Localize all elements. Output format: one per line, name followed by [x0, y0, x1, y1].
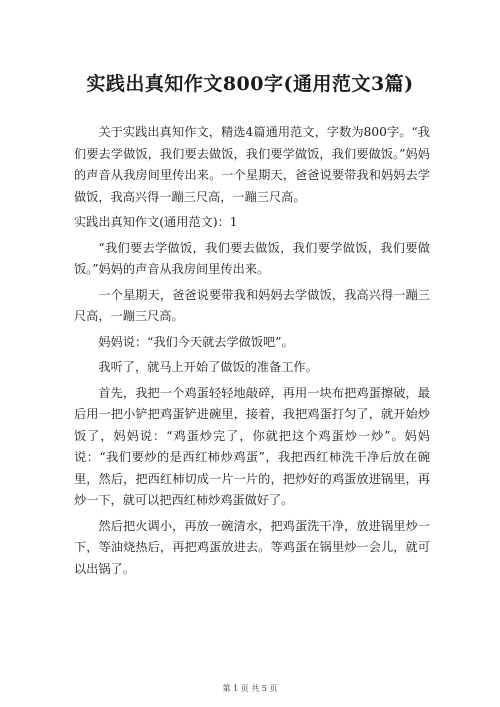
- paragraph: 一个星期天，爸爸说要带我和妈妈去学做饭，我高兴得一蹦三尺高，一蹦三尺高。: [74, 287, 430, 323]
- paragraph: 妈妈说：“我们今天就去学做饭吧”。: [98, 334, 294, 349]
- paragraph: 然后把火调小，再放一碗清水，把鸡蛋洗干净，放进锅里炒一下，等油烧热后，再把鸡蛋放进去。等鸡蛋在锅里炒一会儿，就可以出锅了。: [74, 518, 430, 576]
- section-heading: 实践出真知作文(通用范文)：1: [74, 215, 238, 229]
- paragraph: 首先，我把一个鸡蛋轻轻地敲碎，再用一块布把鸡蛋擦破，最后用一把小铲把鸡蛋铲进碗里，接着，我把鸡蛋打匀了，就开始炒饭了，妈妈说：“鸡蛋炒完了，你就把这个鸡蛋炒一炒”。妈妈说：“我们要炒的是西红柿炒鸡蛋”，我把西红柿洗干净后放在碗里，然后，把西红柿切成一片一片的，把炒好的鸡蛋放进锅里，再炒一下，就可以把西红柿炒鸡蛋做好了。: [74, 385, 430, 507]
- document-body: [74, 122, 430, 584]
- paragraph-intro: 关于实践出真知作文，精选4篇通用范文，字数为800字。“我们要去学做饭，我们要去做饭，我们要学做饭，我们要做饭。”妈妈的声音从我房间里传出来。一个星期天，爸爸说要带我和妈妈去学做饭，我高兴得一蹦三尺高，一蹦三尺高。: [74, 125, 430, 204]
- document-title: 实践出真知作文800字(通用范文3篇): [86, 73, 414, 95]
- paragraph: “我们要去学做饭，我们要去做饭，我们要学做饭，我们要做饭。”妈妈的声音从我房间里传出来。: [74, 240, 430, 276]
- paragraph: 我听了，就马上开始了做饭的准备工作。: [98, 360, 318, 374]
- page-footer: 第 1 页 共 5 页: [222, 684, 278, 693]
